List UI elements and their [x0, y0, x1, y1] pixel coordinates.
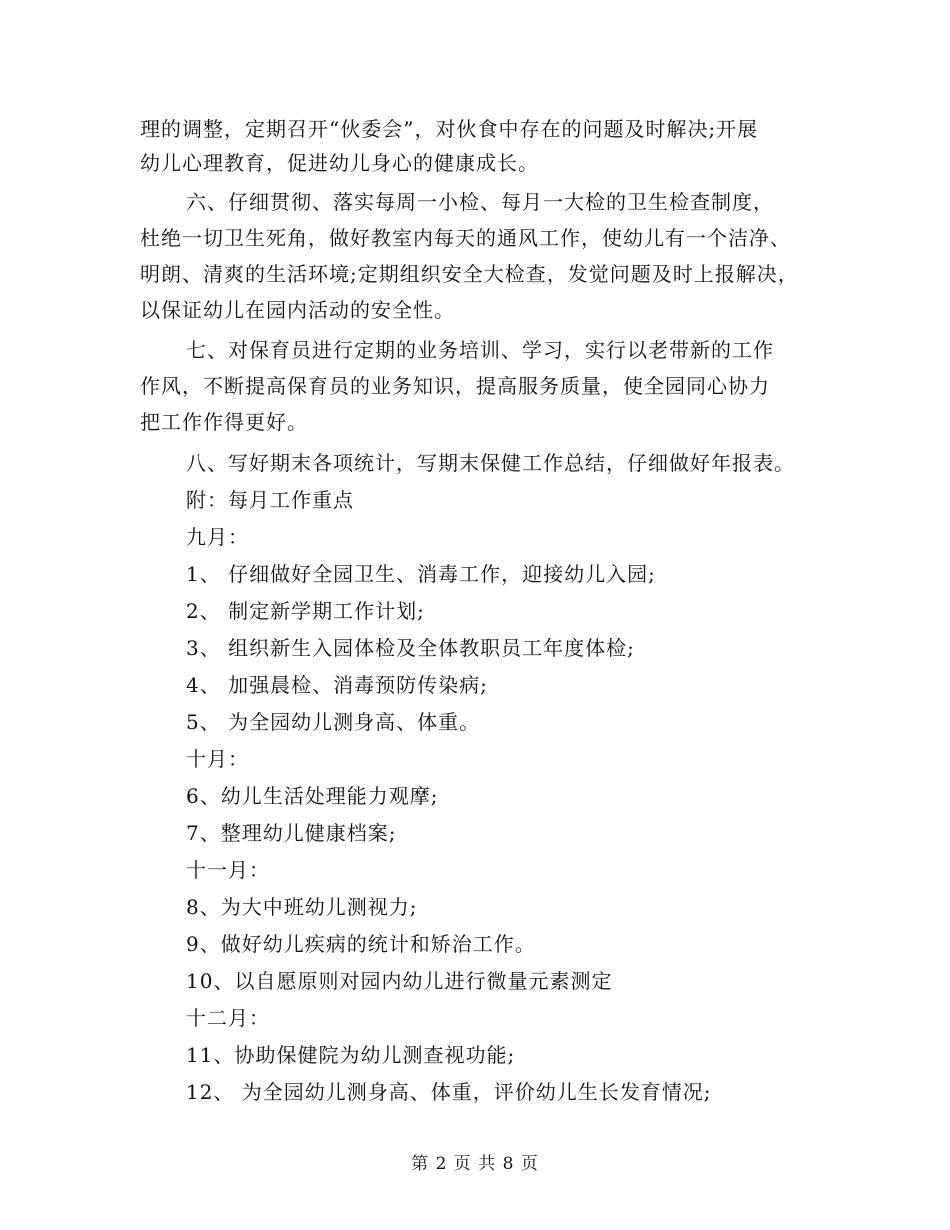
- paragraph-line: 把工作作得更好。: [140, 410, 308, 434]
- month-heading: 十月：: [186, 747, 249, 771]
- list-item: 3、 组织新生入园体检及全体教职员工年度体检;: [186, 636, 635, 660]
- appendix-title: 附：每月工作重点: [186, 488, 354, 512]
- paragraph-line: 明朗、清爽的生活环境;定期组织安全大检查，发觉问题及时上报解决，: [140, 262, 799, 286]
- list-item: 12、 为全园幼儿测身高、体重，评价幼儿生长发育情况;: [186, 1080, 712, 1104]
- list-item: 2、 制定新学期工作计划;: [186, 599, 425, 623]
- list-item: 9、做好幼儿疾病的统计和矫治工作。: [186, 932, 536, 956]
- list-item: 10、以自愿原则对园内幼儿进行微量元素测定: [186, 969, 613, 993]
- month-heading: 九月：: [186, 525, 249, 549]
- paragraph-line: 理的调整，定期召开“伙委会”，对伙食中存在的问题及时解决;开展: [140, 117, 759, 141]
- month-heading: 十一月：: [186, 858, 270, 882]
- paragraph-line: 八、写好期末各项统计，写期末保健工作总结，仔细做好年报表。: [186, 451, 795, 475]
- list-item: 8、为大中班幼儿测视力;: [186, 895, 418, 919]
- list-item: 4、 加强晨检、消毒预防传染病;: [186, 673, 488, 697]
- paragraph-line: 杜绝一切卫生死角，做好教室内每天的通风工作，使幼儿有一个洁净、: [140, 226, 791, 250]
- page-number-footer: 第 2 页 共 8 页: [411, 1154, 539, 1174]
- paragraph-line: 六、仔细贯彻、落实每周一小检、每月一大检的卫生检查制度，: [186, 190, 774, 214]
- paragraph-line: 以保证幼儿在园内活动的安全性。: [140, 298, 455, 322]
- list-item: 6、幼儿生活处理能力观摩;: [186, 784, 439, 808]
- paragraph-line: 幼儿心理教育，促进幼儿身心的健康成长。: [140, 151, 539, 175]
- list-item: 5、 为全园幼儿测身高、体重。: [186, 710, 481, 734]
- list-item: 7、整理幼儿健康档案;: [186, 821, 397, 845]
- paragraph-line: 七、对保育员进行定期的业务培训、学习，实行以老带新的工作: [186, 338, 774, 362]
- list-item: 1、 仔细做好全园卫生、消毒工作，迎接幼儿入园;: [186, 562, 656, 586]
- month-heading: 十二月：: [186, 1006, 270, 1030]
- paragraph-line: 作风，不断提高保育员的业务知识，提高服务质量，使全园同心协力: [140, 374, 770, 398]
- list-item: 11、协助保健院为幼儿测查视功能;: [186, 1043, 516, 1067]
